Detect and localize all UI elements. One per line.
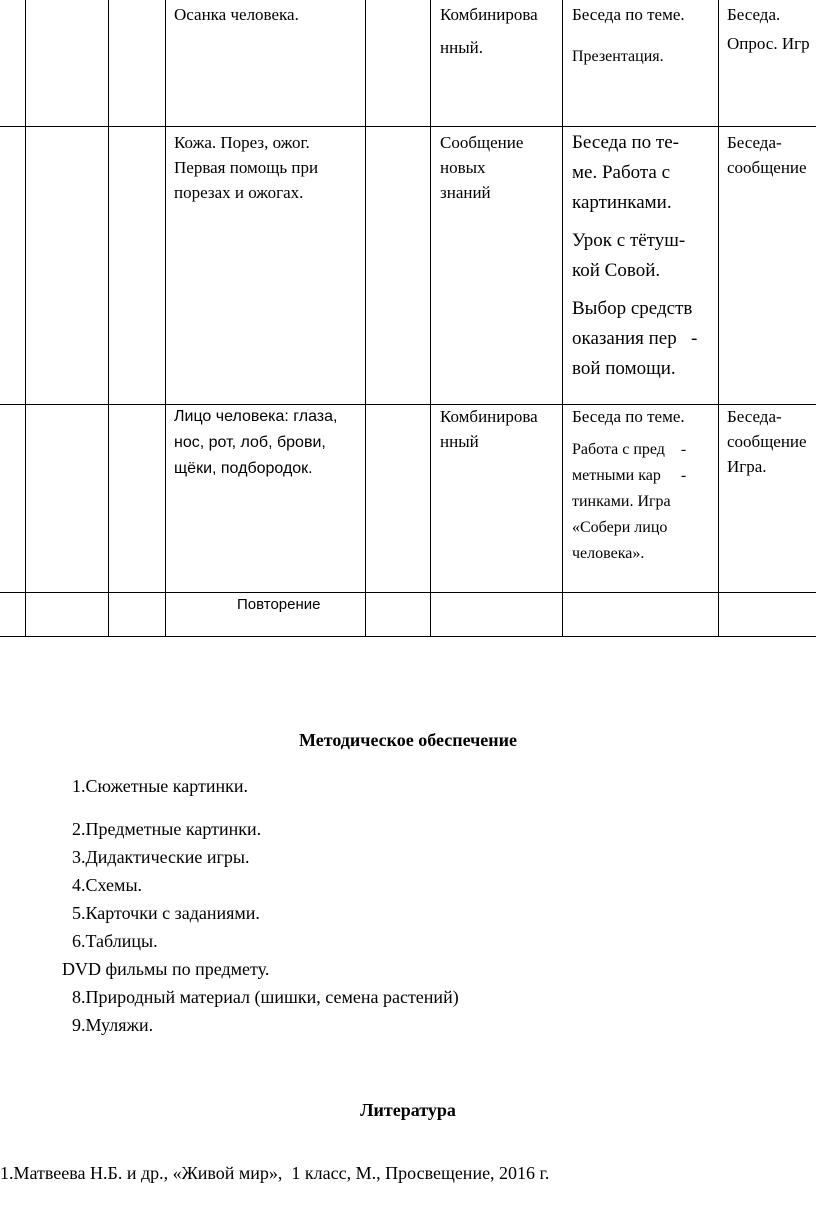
topic-line: порезах и ожогах.	[174, 183, 304, 202]
method-line: Беседа по теме.	[572, 5, 685, 24]
table-vline	[718, 0, 719, 636]
table-row-3-topic	[174, 404, 337, 482]
method-line: Беседа по теме.	[572, 407, 685, 426]
list-item: 3.Дидактические игры.	[72, 847, 250, 867]
method-line: Урок с тётуш-	[572, 230, 686, 251]
type-line: новых	[440, 158, 486, 177]
method-line: вой помощи.	[572, 358, 676, 379]
list-item: 6.Таблицы.	[72, 931, 158, 951]
method-line: Беседа по те-	[572, 132, 679, 153]
method-line: Выбор средств	[572, 298, 693, 319]
method-line: Презентация.	[572, 48, 664, 65]
list-item: 2.Предметные картинки.	[72, 819, 262, 839]
table-row-3-control	[727, 404, 807, 479]
type-line: Комбинирова	[440, 407, 538, 426]
table-row-2-control	[727, 130, 807, 180]
methodical-title: Методическое обеспечение	[298, 730, 518, 750]
topic-line: нос, рот, лоб, брови,	[174, 434, 326, 451]
table-row-4-topic: Повторение	[237, 596, 321, 613]
control-line: Игра.	[727, 457, 767, 476]
list-item: 1.Матвеева Н.Б. и др., «Живой мир», 1 класс, М., Просвещение, 2016 г.	[0, 1163, 550, 1183]
table-hline	[0, 126, 816, 127]
table-row-2-method	[572, 128, 697, 384]
literature-title: Литература	[360, 1100, 456, 1120]
control-line: сообщение	[727, 432, 807, 451]
table-hline	[0, 636, 816, 637]
control-line: сообщение	[727, 158, 807, 177]
type-line: нный	[440, 432, 479, 451]
type-line: знаний	[440, 183, 491, 202]
table-vline	[165, 0, 166, 636]
table-vline	[430, 0, 431, 636]
table-row-1-topic: Осанка человека.	[174, 5, 299, 24]
control-line: Беседа-	[727, 407, 782, 426]
list-item: 9.Муляжи.	[72, 1015, 154, 1035]
method-line: оказания пер -	[572, 328, 698, 349]
method-line: метными кар -	[572, 467, 687, 484]
control-line: Опрос. Игр	[727, 34, 810, 53]
table-row-2-topic	[174, 130, 318, 205]
type-line: нный.	[440, 38, 483, 57]
control-line: Беседа-	[727, 133, 782, 152]
list-item: 5.Карточки с заданиями.	[72, 903, 260, 923]
method-line: Работа с пред -	[572, 441, 687, 458]
table-row-3-type	[440, 404, 538, 454]
method-line: тинками. Игра	[572, 493, 671, 510]
table-row-2-type	[440, 130, 523, 205]
table-hline	[0, 592, 816, 593]
table-hline	[0, 404, 816, 405]
type-line: Сообщение	[440, 133, 524, 152]
topic-line: Кожа. Порез, ожог.	[174, 133, 310, 152]
table-vline	[365, 0, 366, 636]
method-line: человека».	[572, 545, 645, 562]
method-line: картинками.	[572, 192, 672, 213]
table-row-1-type	[440, 2, 538, 60]
control-line: Беседа.	[727, 5, 781, 24]
topic-line: Первая помощь при	[174, 158, 319, 177]
table-vline	[562, 0, 563, 636]
table-vline	[25, 0, 26, 636]
method-line: «Собери лицо	[572, 519, 668, 536]
list-item: 1.Сюжетные картинки.	[72, 776, 249, 796]
topic-line: щёки, подбородок.	[174, 460, 313, 477]
table-vline	[108, 0, 109, 636]
type-line: Комбинирова	[440, 5, 538, 24]
topic-line: Лицо человека: глаза,	[174, 408, 338, 425]
method-line: ме. Работа с	[572, 162, 671, 183]
table-row-1-method	[572, 2, 685, 69]
list-item: 8.Природный материал (шишки, семена растений)	[72, 987, 459, 1007]
table-row-1-control	[727, 2, 810, 56]
method-line: кой Совой.	[572, 260, 661, 281]
table-row-3-method	[572, 404, 686, 567]
list-item: DVD фильмы по предмету.	[62, 959, 270, 979]
list-item: 4.Схемы.	[72, 875, 143, 895]
